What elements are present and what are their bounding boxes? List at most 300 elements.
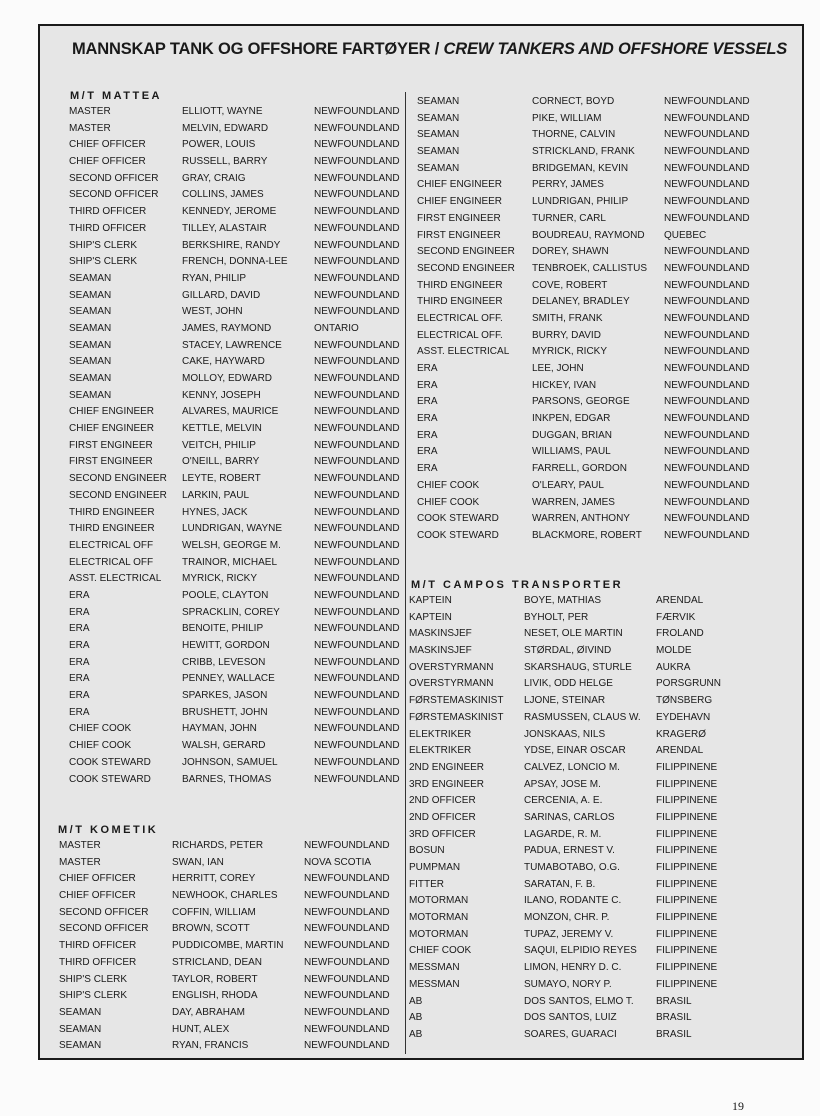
crew-position: SECOND OFFICER: [59, 923, 149, 935]
crew-row: [417, 280, 797, 297]
crew-row: [417, 263, 797, 280]
crew-row: [409, 779, 799, 796]
crew-position: THIRD ENGINEER: [69, 523, 155, 535]
crew-row: [69, 173, 399, 190]
crew-row: [69, 623, 399, 640]
crew-position: MOTORMAN: [409, 928, 469, 940]
crew-origin: FILIPPINENE: [656, 778, 718, 790]
crew-name: LEE, JOHN: [532, 363, 584, 374]
crew-row: [59, 840, 399, 857]
crew-row: [409, 845, 799, 862]
crew-name: SMITH, FRANK: [532, 312, 603, 324]
crew-origin: NEWFOUNDLAND: [314, 189, 400, 201]
crew-name: PENNEY, WALLACE: [182, 673, 275, 685]
crew-origin: ARENDAL: [656, 595, 704, 606]
crew-origin: FILIPPINENE: [656, 878, 718, 890]
crew-origin: NEWFOUNDLAND: [304, 1040, 390, 1052]
crew-position: 3RD ENGINEER: [409, 778, 485, 790]
crew-origin: NEWFOUNDLAND: [664, 246, 750, 258]
crew-position: THIRD OFFICER: [59, 940, 137, 952]
crew-position: SEAMAN: [417, 162, 460, 174]
crew-position: ASST. ELECTRICAL: [417, 346, 510, 358]
crew-position: SEAMAN: [69, 306, 112, 318]
crew-name: BYHOLT, PER: [524, 611, 589, 623]
crew-name: TENBROEK, CALLISTUS: [532, 262, 648, 274]
crew-position: AB: [409, 1012, 423, 1024]
crew-name: ILANO, RODANTE C.: [524, 895, 622, 907]
crew-row: [69, 673, 399, 690]
crew-origin: NEWFOUNDLAND: [314, 356, 400, 368]
crew-position: THIRD ENGINEER: [69, 506, 155, 518]
crew-name: CRIBB, LEVESON: [182, 656, 266, 668]
crew-name: LIVIK, ODD HELGE: [524, 678, 613, 690]
crew-name: STRICLAND, DEAN: [172, 956, 263, 968]
crew-row: [69, 557, 399, 574]
crew-name: COLLINS, JAMES: [182, 189, 264, 201]
crew-name: ENGLISH, RHODA: [172, 990, 258, 1002]
crew-row: [409, 662, 799, 679]
crew-origin: NEWFOUNDLAND: [314, 523, 400, 535]
crew-position: MASKINSJEF: [409, 628, 472, 640]
crew-origin: NEWFOUNDLAND: [664, 529, 750, 541]
crew-row: [409, 695, 799, 712]
crew-position: FIRST ENGINEER: [417, 212, 501, 224]
crew-position: SHIP'S CLERK: [69, 256, 138, 268]
crew-name: TRAINOR, MICHAEL: [182, 556, 278, 568]
crew-row: [69, 707, 399, 724]
crew-position: BOSUN: [409, 845, 445, 857]
crew-origin: NEWFOUNDLAND: [314, 122, 400, 134]
crew-name: ALVARES, MAURICE: [182, 406, 279, 418]
crew-row: [409, 712, 799, 729]
crew-row: [59, 957, 399, 974]
crew-position: FIRST ENGINEER: [69, 456, 153, 468]
crew-origin: NEWFOUNDLAND: [664, 363, 750, 374]
crew-origin: FILIPPINENE: [656, 811, 718, 823]
crew-list-mattea-continued: [417, 96, 797, 547]
crew-origin: QUEBEC: [664, 229, 707, 241]
crew-name: VEITCH, PHILIP: [182, 439, 256, 451]
crew-row: [69, 390, 399, 407]
crew-origin: FILIPPINENE: [656, 978, 718, 990]
crew-position: KAPTEIN: [409, 611, 452, 623]
crew-position: ERA: [417, 413, 438, 425]
crew-position: SEAMAN: [69, 339, 112, 351]
crew-position: ELECTRICAL OFF: [69, 556, 154, 568]
crew-name: APSAY, JOSE M.: [524, 778, 601, 790]
crew-row: [69, 723, 399, 740]
column-divider: [405, 92, 406, 1054]
crew-name: SWAN, IAN: [172, 856, 224, 868]
crew-name: POOLE, CLAYTON: [182, 589, 269, 601]
crew-name: TAYLOR, ROBERT: [172, 973, 258, 985]
crew-position: COOK STEWARD: [69, 756, 151, 768]
crew-row: [69, 590, 399, 607]
crew-name: RICHARDS, PETER: [172, 840, 264, 851]
crew-position: OVERSTYRMANN: [409, 661, 494, 673]
crew-origin: NEWFOUNDLAND: [664, 279, 750, 291]
crew-position: THIRD OFFICER: [69, 222, 147, 234]
crew-position: COOK STEWARD: [417, 513, 499, 525]
crew-row: [417, 330, 797, 347]
crew-position: THIRD OFFICER: [69, 206, 147, 218]
crew-name: RASMUSSEN, CLAUS W.: [524, 711, 641, 723]
crew-position: CHIEF OFFICER: [59, 890, 136, 902]
crew-row: [59, 890, 399, 907]
crew-row: [417, 363, 797, 380]
crew-name: DUGGAN, BRIAN: [532, 429, 613, 441]
crew-name: JONSKAAS, NILS: [524, 728, 606, 740]
crew-row: [59, 940, 399, 957]
crew-origin: NEWFOUNDLAND: [664, 129, 750, 141]
crew-origin: NEWFOUNDLAND: [314, 339, 400, 351]
crew-name: PIKE, WILLIAM: [532, 112, 602, 124]
crew-name: WARREN, ANTHONY: [532, 513, 630, 525]
crew-name: SARINAS, CARLOS: [524, 811, 615, 823]
crew-position: SEAMAN: [59, 1040, 102, 1052]
crew-position: SEAMAN: [417, 129, 460, 141]
crew-origin: KRAGERØ: [656, 728, 707, 740]
crew-origin: FÆRVIK: [656, 611, 696, 623]
crew-origin: TØNSBERG: [656, 695, 713, 707]
crew-position: ERA: [417, 396, 438, 408]
crew-origin: NEWFOUNDLAND: [314, 606, 400, 618]
crew-position: CHIEF OFFICER: [59, 873, 136, 885]
crew-row: [409, 628, 799, 645]
crew-name: MONZON, CHR. P.: [524, 912, 610, 924]
crew-name: WILLIAMS, PAUL: [532, 446, 611, 458]
crew-row: [409, 912, 799, 929]
crew-row: [417, 463, 797, 480]
crew-row: [69, 640, 399, 657]
crew-name: MYRICK, RICKY: [182, 573, 258, 585]
crew-row: [417, 129, 797, 146]
crew-origin: NEWFOUNDLAND: [304, 873, 390, 885]
crew-name: SPARKES, JASON: [182, 690, 268, 702]
crew-origin: NEWFOUNDLAND: [664, 379, 750, 391]
crew-origin: BRASIL: [656, 1012, 692, 1024]
crew-name: SARATAN, F. B.: [524, 878, 596, 890]
crew-origin: ONTARIO: [314, 322, 359, 334]
crew-position: CHIEF OFFICER: [69, 156, 146, 168]
crew-origin: NEWFOUNDLAND: [664, 262, 750, 274]
crew-name: GILLARD, DAVID: [182, 289, 261, 301]
crew-origin: NEWFOUNDLAND: [314, 139, 400, 151]
crew-position: ELECTRICAL OFF: [69, 539, 154, 551]
crew-name: SUMAYO, NORY P.: [524, 978, 612, 990]
crew-origin: NEWFOUNDLAND: [314, 690, 400, 702]
crew-position: MESSMAN: [409, 978, 460, 990]
crew-row: [409, 895, 799, 912]
crew-position: FIRST ENGINEER: [69, 439, 153, 451]
crew-name: COFFIN, WILLIAM: [172, 906, 256, 918]
crew-origin: NEWFOUNDLAND: [664, 396, 750, 408]
crew-name: KENNY, JOSEPH: [182, 389, 261, 401]
crew-name: FRENCH, DONNA-LEE: [182, 256, 288, 268]
crew-origin: NEWFOUNDLAND: [314, 740, 400, 752]
crew-position: MOTORMAN: [409, 912, 469, 924]
crew-row: [409, 862, 799, 879]
crew-origin: NOVA SCOTIA: [304, 856, 372, 868]
crew-name: RYAN, PHILIP: [182, 272, 247, 284]
crew-origin: BRASIL: [656, 1028, 692, 1040]
crew-name: COVE, ROBERT: [532, 279, 608, 291]
crew-name: BURRY, DAVID: [532, 329, 601, 341]
crew-list-kometik: [59, 840, 399, 1057]
crew-position: SECOND OFFICER: [69, 189, 159, 201]
crew-row: [409, 595, 799, 612]
crew-name: LUNDRIGAN, WAYNE: [182, 523, 283, 535]
crew-origin: NEWFOUNDLAND: [314, 623, 400, 635]
crew-name: JOHNSON, SAMUEL: [182, 756, 278, 768]
crew-origin: NEWFOUNDLAND: [304, 973, 390, 985]
crew-name: O'LEARY, PAUL: [532, 479, 604, 491]
crew-position: SECOND ENGINEER: [417, 262, 515, 274]
crew-row: [409, 945, 799, 962]
crew-name: BOYE, MATHIAS: [524, 595, 602, 606]
crew-row: [59, 1024, 399, 1041]
crew-name: THORNE, CALVIN: [532, 129, 616, 141]
crew-origin: NEWFOUNDLAND: [664, 212, 750, 224]
crew-origin: NEWFOUNDLAND: [314, 156, 400, 168]
crew-origin: FILIPPINENE: [656, 928, 718, 940]
crew-origin: ARENDAL: [656, 745, 704, 757]
crew-row: [417, 313, 797, 330]
crew-position: MASTER: [69, 122, 111, 134]
crew-row: [409, 612, 799, 629]
crew-position: CHIEF OFFICER: [69, 139, 146, 151]
crew-position: OVERSTYRMANN: [409, 678, 494, 690]
crew-origin: NEWFOUNDLAND: [304, 840, 390, 851]
crew-origin: NEWFOUNDLAND: [314, 289, 400, 301]
crew-row: [69, 690, 399, 707]
crew-row: [417, 413, 797, 430]
crew-origin: NEWFOUNDLAND: [314, 573, 400, 585]
crew-origin: NEWFOUNDLAND: [664, 179, 750, 191]
crew-position: ELEKTRIKER: [409, 728, 472, 740]
crew-name: HERRITT, COREY: [172, 873, 256, 885]
crew-position: 2ND OFFICER: [409, 811, 476, 823]
crew-name: PARSONS, GEORGE: [532, 396, 630, 408]
crew-row: [69, 223, 399, 240]
crew-position: SEAMAN: [417, 96, 460, 107]
crew-name: HAYMAN, JOHN: [182, 723, 257, 735]
crew-position: SEAMAN: [69, 389, 112, 401]
crew-name: FARRELL, GORDON: [532, 463, 628, 475]
crew-name: DOS SANTOS, ELMO T.: [524, 995, 634, 1007]
crew-position: SHIP'S CLERK: [59, 973, 128, 985]
crew-origin: NEWFOUNDLAND: [664, 463, 750, 475]
crew-origin: NEWFOUNDLAND: [664, 296, 750, 308]
crew-origin: NEWFOUNDLAND: [314, 773, 400, 785]
crew-position: SHIP'S CLERK: [59, 990, 128, 1002]
crew-name: BROWN, SCOTT: [172, 923, 250, 935]
crew-name: STACEY, LAWRENCE: [182, 339, 282, 351]
crew-origin: NEWFOUNDLAND: [664, 513, 750, 525]
crew-position: ELECTRICAL OFF.: [417, 329, 503, 341]
crew-origin: NEWFOUNDLAND: [664, 196, 750, 208]
crew-origin: NEWFOUNDLAND: [304, 1023, 390, 1035]
crew-origin: NEWFOUNDLAND: [314, 272, 400, 284]
crew-position: SECOND ENGINEER: [69, 489, 167, 501]
crew-row: [69, 256, 399, 273]
crew-position: COOK STEWARD: [69, 773, 151, 785]
crew-name: RYAN, FRANCIS: [172, 1040, 249, 1052]
crew-origin: FROLAND: [656, 628, 704, 640]
crew-name: DOREY, SHAWN: [532, 246, 609, 258]
crew-row: [417, 246, 797, 263]
crew-origin: NEWFOUNDLAND: [314, 406, 400, 418]
crew-position: ERA: [69, 706, 90, 718]
crew-name: CERCENIA, A. E.: [524, 795, 603, 807]
crew-name: KENNEDY, JEROME: [182, 206, 277, 218]
crew-position: CHIEF COOK: [69, 723, 132, 735]
crew-origin: NEWFOUNDLAND: [314, 239, 400, 251]
crew-origin: NEWFOUNDLAND: [664, 162, 750, 174]
crew-origin: NEWFOUNDLAND: [314, 373, 400, 384]
crew-row: [409, 745, 799, 762]
crew-row: [69, 657, 399, 674]
crew-origin: FILIPPINENE: [656, 845, 718, 857]
crew-row: [59, 907, 399, 924]
crew-position: MASKINSJEF: [409, 645, 472, 657]
crew-row: [69, 156, 399, 173]
crew-origin: NEWFOUNDLAND: [314, 473, 400, 485]
crew-position: MASTER: [59, 840, 101, 851]
crew-origin: NEWFOUNDLAND: [664, 346, 750, 358]
crew-row: [417, 296, 797, 313]
crew-position: ERA: [417, 463, 438, 475]
crew-origin: NEWFOUNDLAND: [314, 539, 400, 551]
crew-position: ELEKTRIKER: [409, 745, 472, 757]
crew-row: [69, 423, 399, 440]
crew-position: ELECTRICAL OFF.: [417, 312, 503, 324]
crew-position: ERA: [417, 379, 438, 391]
crew-row: [409, 996, 799, 1013]
crew-origin: NEWFOUNDLAND: [314, 172, 400, 184]
crew-origin: NEWFOUNDLAND: [314, 640, 400, 651]
crew-row: [417, 480, 797, 497]
crew-name: CORNECT, BOYD: [532, 96, 615, 107]
crew-row: [409, 1029, 799, 1046]
crew-name: TUPAZ, JEREMY V.: [524, 928, 614, 940]
crew-name: BLACKMORE, ROBERT: [532, 529, 642, 541]
crew-origin: NEWFOUNDLAND: [664, 413, 750, 425]
crew-name: SKARSHAUG, STURLE: [524, 661, 632, 673]
crew-origin: NEWFOUNDLAND: [664, 146, 750, 158]
crew-name: NESET, OLE MARTIN: [524, 628, 623, 640]
crew-row: [409, 1012, 799, 1029]
crew-row: [69, 473, 399, 490]
crew-row: [59, 873, 399, 890]
crew-position: KAPTEIN: [409, 595, 452, 606]
vessel-heading-campos-transporter: M/T CAMPOS TRANSPORTER: [411, 579, 624, 591]
crew-name: TILLEY, ALASTAIR: [182, 222, 267, 234]
crew-row: [69, 607, 399, 624]
crew-row: [417, 446, 797, 463]
crew-name: WALSH, GERARD: [182, 740, 266, 752]
crew-position: ERA: [69, 606, 90, 618]
crew-row: [59, 923, 399, 940]
crew-position: THIRD ENGINEER: [417, 279, 503, 291]
crew-position: SEAMAN: [69, 356, 112, 368]
crew-name: CALVEZ, LONCIO M.: [524, 761, 620, 773]
crew-origin: FILIPPINENE: [656, 761, 718, 773]
crew-origin: AUKRA: [656, 661, 691, 673]
crew-row: [69, 540, 399, 557]
crew-row: [409, 645, 799, 662]
crew-name: LEYTE, ROBERT: [182, 473, 261, 485]
crew-row: [59, 974, 399, 991]
crew-row: [59, 1007, 399, 1024]
crew-name: STØRDAL, ØIVIND: [524, 645, 612, 657]
crew-row: [69, 323, 399, 340]
crew-name: HUNT, ALEX: [172, 1023, 230, 1035]
crew-origin: FILIPPINENE: [656, 795, 718, 807]
crew-position: MOTORMAN: [409, 895, 469, 907]
crew-row: [417, 196, 797, 213]
crew-position: CHIEF ENGINEER: [417, 179, 503, 191]
crew-row: [69, 106, 399, 123]
crew-position: CHIEF COOK: [409, 945, 472, 957]
crew-origin: FILIPPINENE: [656, 895, 718, 907]
crew-origin: NEWFOUNDLAND: [304, 1006, 390, 1018]
crew-row: [69, 740, 399, 757]
crew-name: DOS SANTOS, LUIZ: [524, 1012, 617, 1024]
crew-row: [417, 96, 797, 113]
crew-list-mattea: [69, 106, 399, 790]
crew-row: [409, 812, 799, 829]
crew-row: [69, 490, 399, 507]
crew-origin: NEWFOUNDLAND: [304, 956, 390, 968]
crew-origin: NEWFOUNDLAND: [314, 456, 400, 468]
crew-origin: NEWFOUNDLAND: [314, 206, 400, 218]
crew-position: ERA: [417, 446, 438, 458]
crew-origin: NEWFOUNDLAND: [314, 556, 400, 568]
crew-origin: NEWFOUNDLAND: [304, 940, 390, 952]
crew-origin: FILIPPINENE: [656, 962, 718, 974]
crew-origin: NEWFOUNDLAND: [314, 706, 400, 718]
crew-origin: EYDEHAVN: [656, 711, 711, 723]
crew-position: THIRD OFFICER: [59, 956, 137, 968]
crew-origin: NEWFOUNDLAND: [314, 439, 400, 451]
title-english: CREW TANKERS AND OFFSHORE VESSELS: [443, 40, 788, 58]
crew-name: HEWITT, GORDON: [182, 640, 270, 651]
crew-origin: NEWFOUNDLAND: [664, 96, 750, 107]
crew-name: SOARES, GUARACI: [524, 1028, 617, 1040]
crew-position: FITTER: [409, 878, 444, 890]
crew-name: BRIDGEMAN, KEVIN: [532, 162, 629, 174]
crew-origin: NEWFOUNDLAND: [314, 656, 400, 668]
title-norwegian: MANNSKAP TANK OG OFFSHORE FARTØYER /: [72, 40, 444, 58]
crew-row: [417, 346, 797, 363]
crew-row: [69, 290, 399, 307]
crew-name: RUSSELL, BARRY: [182, 156, 268, 168]
crew-name: WELSH, GEORGE M.: [182, 539, 281, 551]
crew-row: [69, 573, 399, 590]
crew-origin: NEWFOUNDLAND: [304, 890, 390, 902]
crew-row: [59, 857, 399, 874]
crew-origin: NEWFOUNDLAND: [664, 312, 750, 324]
crew-position: SECOND OFFICER: [69, 172, 159, 184]
crew-origin: NEWFOUNDLAND: [314, 723, 400, 735]
crew-list-campos-transporter: [409, 595, 799, 1046]
crew-row: [69, 507, 399, 524]
crew-name: BENOITE, PHILIP: [182, 623, 264, 635]
crew-position: 2ND OFFICER: [409, 795, 476, 807]
crew-position: ERA: [417, 363, 438, 374]
crew-row: [69, 123, 399, 140]
